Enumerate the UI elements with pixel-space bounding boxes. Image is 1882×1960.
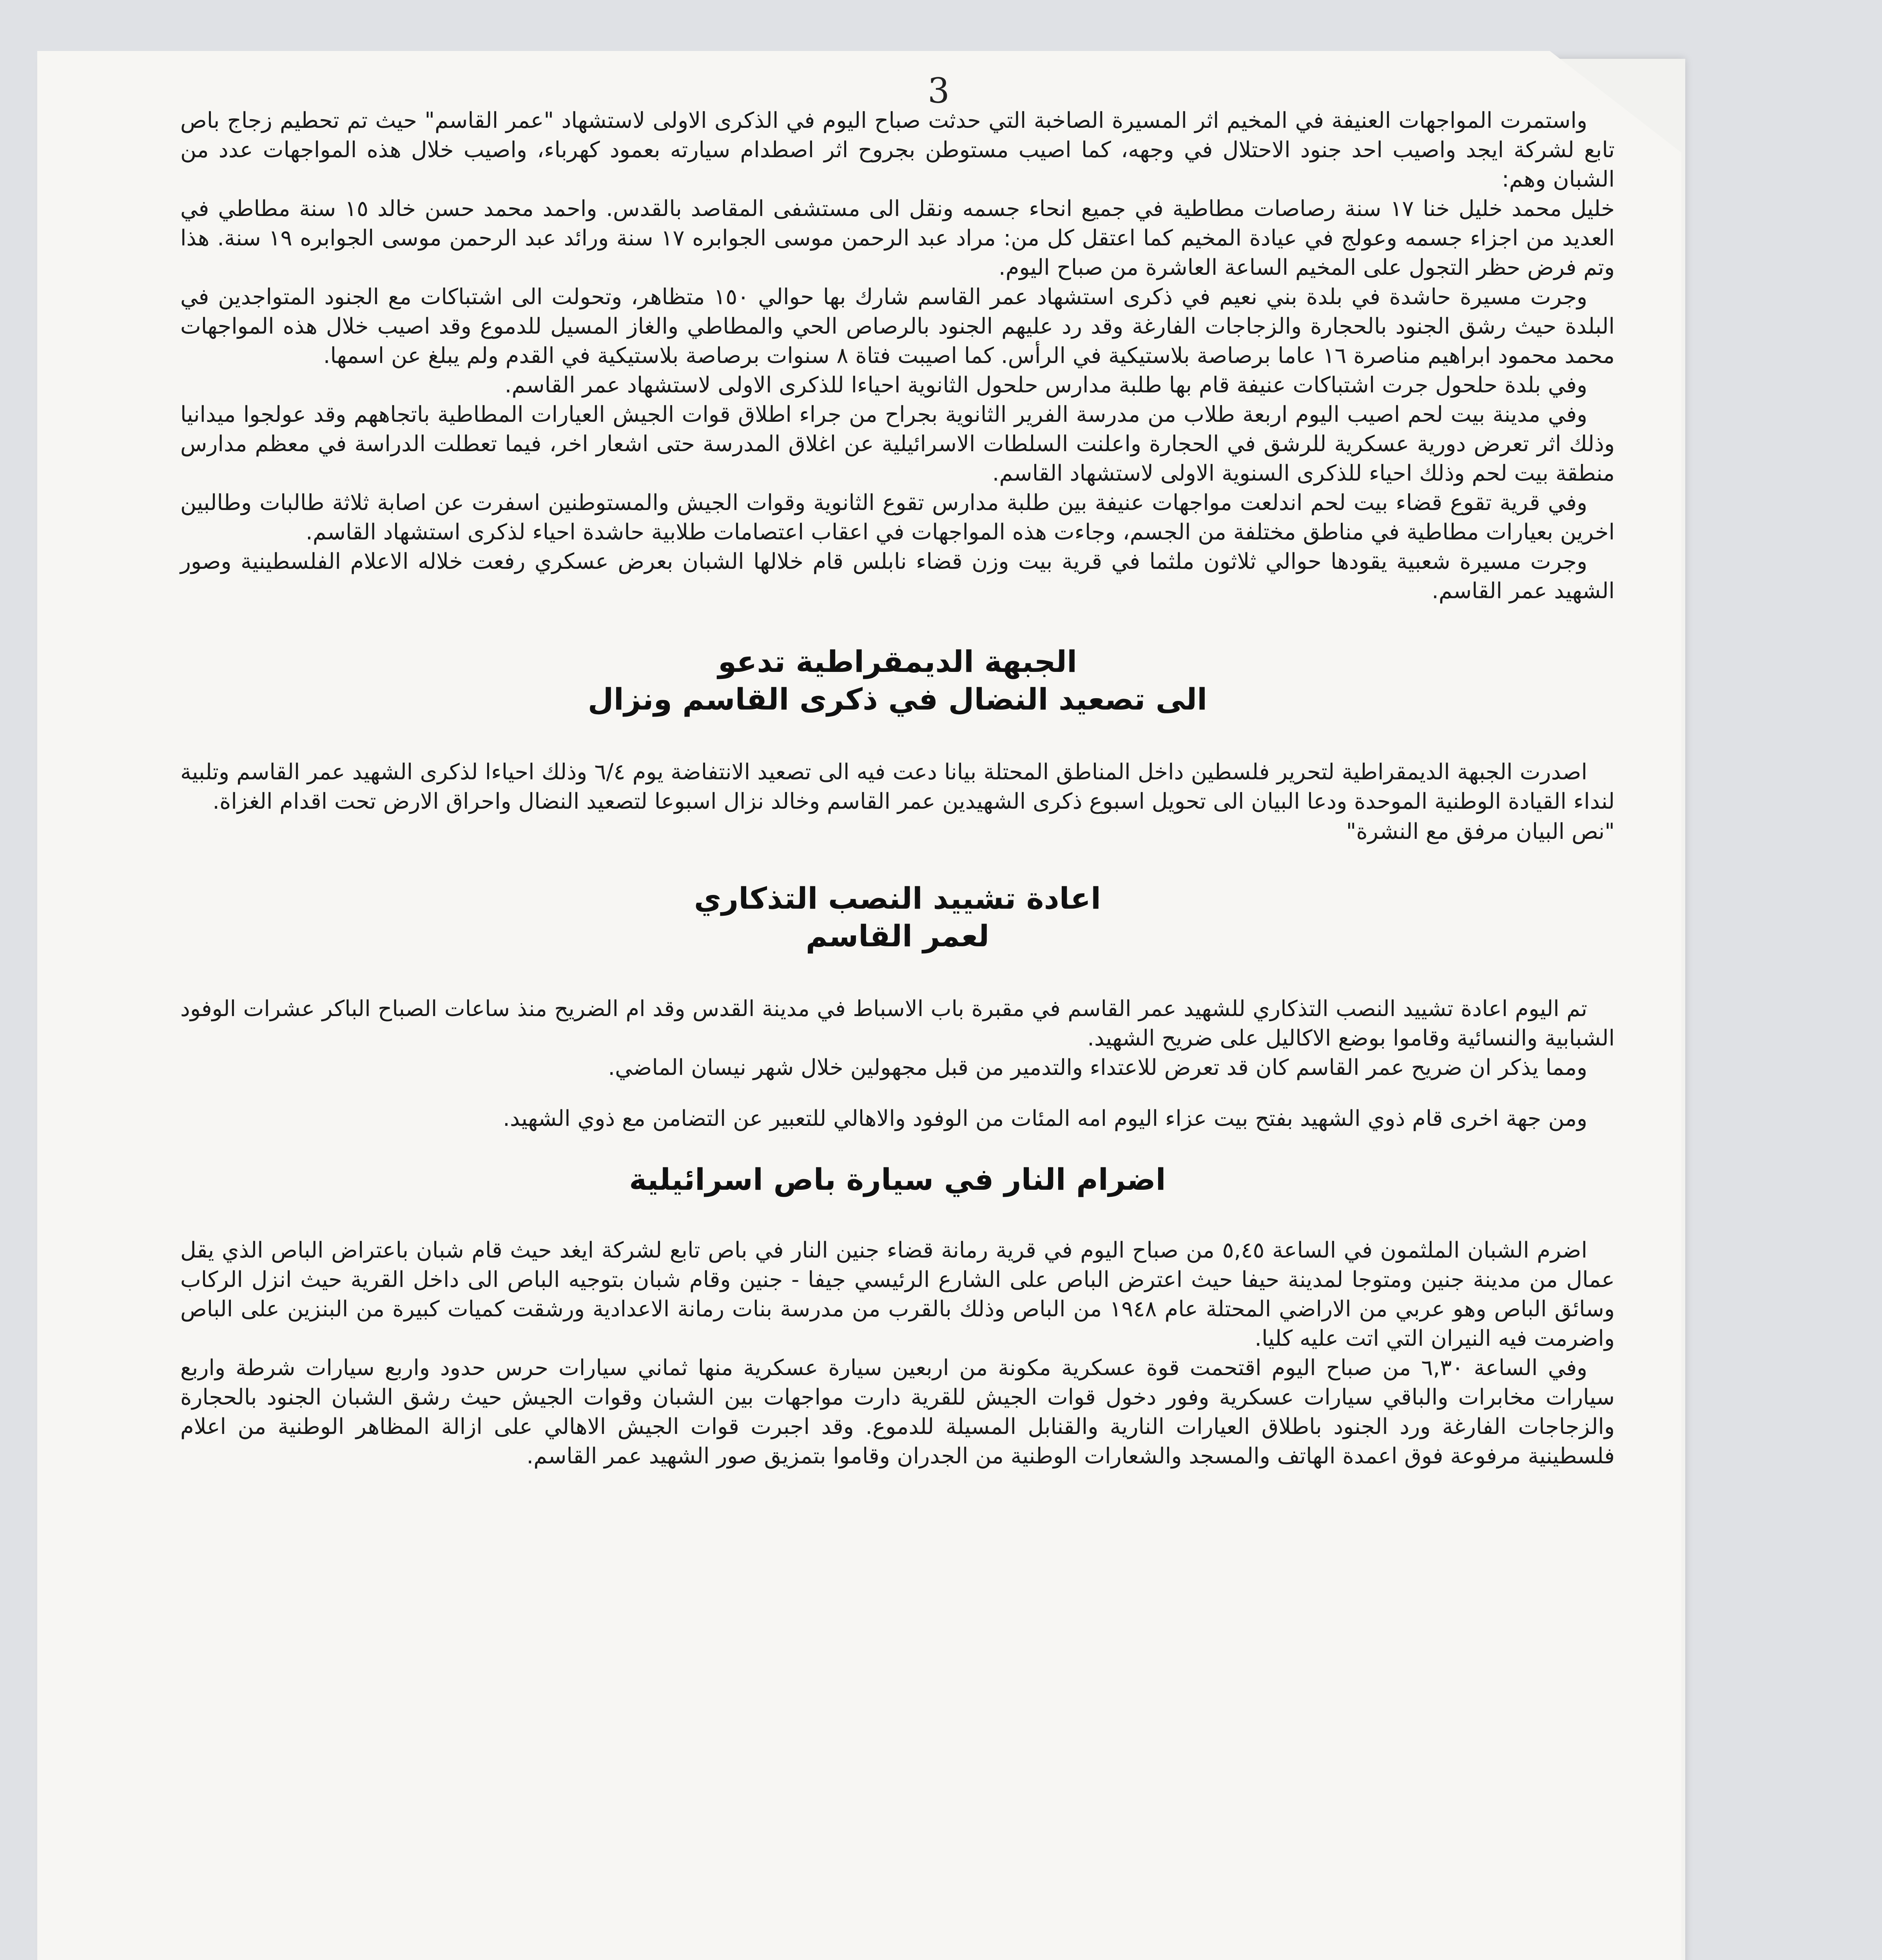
paragraph: ومن جهة اخرى قام ذوي الشهيد بفتح بيت عزاء اليوم امه المئات من الوفود والاهالي للتعبير عن التضامن مع ذوي الشهيد.	[503, 1106, 1587, 1131]
paragraph: اضرم الشبان الملثمون في الساعة ٥,٤٥ من صباح اليوم في قرية رمانة قضاء جنين النار في باص تابع لشركة ايغد حيث قام شبان باعتراض الباص الذي يقل عمال من مدينة جنين ومتوجا لمدينة حيفا حيث اعترض الباص على الشارع الرئيسي جيفا - جنين وقام شبان بتوجيه الباص الى داخل القرية حيث انزل الركاب وسائق الباص وهو عربي من الاراضي المحتلة عام ١٩٤٨ من الباص وذلك بالقرب من مدرسة بنات رمانة الاعدادية ورشقت كميات كبيرة من البنزين على الباص واضرمت فيه النيران التي اتت عليه كليا.	[180, 1238, 1615, 1351]
headline-line: اضرام النار في سيارة باص اسرائيلية	[629, 1162, 1166, 1197]
paragraph-gap	[180, 1082, 1615, 1104]
paragraph: خليل محمد خليل خنا ١٧ سنة رصاصات مطاطية في جميع انحاء جسمه ونقل الى مستشفى المقاصد بالقدس. واحمد محمد حسن خالد ١٥ سنة مطاطي في العديد من اجزاء جسمه وعولج في عيادة المخيم كما اعتقل كل من: مراد عبد الرحمن موسى الجوابره ١٧ سنة ورائد عبد الرحمن موسى الجوابره ١٩ سنة. هذا وتم فرض حظر التجول على المخيم الساعة العاشرة من صباح اليوم.	[180, 196, 1615, 280]
page-number: 3	[928, 71, 950, 111]
section-headline-dflp	[180, 643, 1615, 718]
paragraph: واستمرت المواجهات العنيفة في المخيم اثر المسيرة الصاخبة التي حدثت صباح اليوم في الذكرى الاولى لاستشهاد "عمر القاسم" حيث تم تحطيم زجاج باص تابع لشركة ايجد واصيب احد جنود الاحتلال في وجهه، كما اصيب مستوطن بجروح اثر اصطدام سيارته بعمود كهرباء، واصيب خلال هذه المواجهات عدد من الشبان وهم:	[180, 108, 1615, 192]
paragraph: وفي الساعة ٦,٣٠ من صباح اليوم اقتحمت قوة عسكرية مكونة من اربعين سيارة عسكرية منها ثماني سيارات حرس حدود واربع سيارات شرطة واربع سيارات مخابرات والباقي سيارات عسكرية وفور دخول قوات الجيش للقرية دارت مواجهات بين الشبان وقوات الجيش حيث رشق الشبان الجنود بالحجارة والزجاجات الفارغة ورد الجنود باطلاق العيارات النارية والقنابل المسيلة للدموع. وقد اجبرت قوات الجيش الاهالي على ازالة المظاهر الوطنية من اعلام فلسطينية مرفوعة فوق اعمدة الهاتف والمسجد والشعارات الوطنية من الجدران وقاموا بتمزيق صور الشهيد عمر القاسم.	[180, 1355, 1615, 1469]
paragraph-note: "نص البيان مرفق مع النشرة"	[1346, 819, 1615, 844]
paragraph: تم اليوم اعادة تشييد النصب التذكاري للشهيد عمر القاسم في مقبرة باب الاسباط في مدينة القدس وقد ام الضريح منذ ساعات الصباح الباكر عشرات الوفود الشبابية والنسائية وقاموا بوضع الاكاليل على ضريح الشهيد.	[180, 996, 1615, 1051]
paragraph: اصدرت الجبهة الديمقراطية لتحرير فلسطين داخل المناطق المحتلة بيانا دعت فيه الى تصعيد الانتفاضة يوم ٦/٤ وذلك احياءا لذكرى الشهيد عمر القاسم وتلبية لنداء القيادة الوطنية الموحدة ودعا البيان الى تحويل اسبوع ذكرى الشهيدين عمر القاسم وخالد نزال اسبوعا لتصعيد النضال واحراق الارض تحت اقدام الغزاة.	[180, 759, 1615, 814]
paragraph: وفي قرية تقوع قضاء بيت لحم اندلعت مواجهات عنيفة بين طلبة مدارس تقوع الثانوية وقوات الجيش والمستوطنين اسفرت عن اصابة ثلاثة طالبات وطالبين اخرين بعيارات مطاطية في مناطق مختلفة من الجسم، وجاءت هذه المواجهات في اعقاب اعتصامات طلابية حاشدة احياء لذكرى استشهاد القاسم.	[180, 490, 1615, 545]
paragraph: وجرت مسيرة حاشدة في بلدة بني نعيم في ذكرى استشهاد عمر القاسم شارك بها حوالي ١٥٠ متظاهر، وتحولت الى اشتباكات مع الجنود المتواجدين في البلدة حيث رشق الجنود بالحجارة والزجاجات الفارغة وقد رد عليهم الجنود بالرصاص الحي والمطاطي والغاز المسيل للدموع وقد اصيب خلال هذه المواجهات محمد محمود ابراهيم مناصرة ١٦ عاما برصاصة بلاستيكية في الرأس. كما اصيبت فتاة ٨ سنوات برصاصة بلاستيكية في القدم ولم يبلغ عن اسمها.	[180, 284, 1615, 368]
headline-line: الجبهة الديمقراطية تدعو	[718, 644, 1077, 679]
headline-line: لعمر القاسم	[805, 918, 990, 953]
article-body	[180, 106, 1615, 1471]
headline-line: اعادة تشييد النصب التذكاري	[694, 881, 1101, 916]
paragraph: ومما يذكر ان ضريح عمر القاسم كان قد تعرض للاعتداء والتدمير من قبل مجهولين خلال شهر نيسان الماضي.	[608, 1055, 1587, 1080]
paragraph: وجرت مسيرة شعبية يقودها حوالي ثلاثون ملثما في قرية بيت وزن قضاء نابلس قام خلالها الشبان بعرض عسكري رفعت خلاله الاعلام الفلسطينية وصور الشهيد عمر القاسم.	[180, 549, 1615, 604]
paragraph: وفي بلدة حلحول جرت اشتباكات عنيفة قام بها طلبة مدارس حلحول الثانوية احياءا للذكرى الاولى لاستشهاد عمر القاسم.	[504, 372, 1587, 398]
section-headline-bus	[180, 1161, 1615, 1198]
section-headline-memorial	[180, 880, 1615, 955]
paragraph: وفي مدينة بيت لحم اصيب اليوم اربعة طلاب من مدرسة الفرير الثانوية بجراح من جراء اطلاق قوات الجيش العيارات المطاطية باتجاههم وقد عولجوا ميدانيا وذلك اثر تعرض دورية عسكرية للرشق في الحجارة واعلنت السلطات الاسرائيلية عن اغلاق المدرسة حتى اشعار اخر، فيما تعطلت الدراسة في معظم مدارس منطقة بيت لحم وذلك احياء للذكرى السنوية الاولى لاستشهاد القاسم.	[180, 402, 1615, 486]
headline-line: الى تصعيد النضال في ذكرى القاسم ونزال	[587, 682, 1208, 717]
